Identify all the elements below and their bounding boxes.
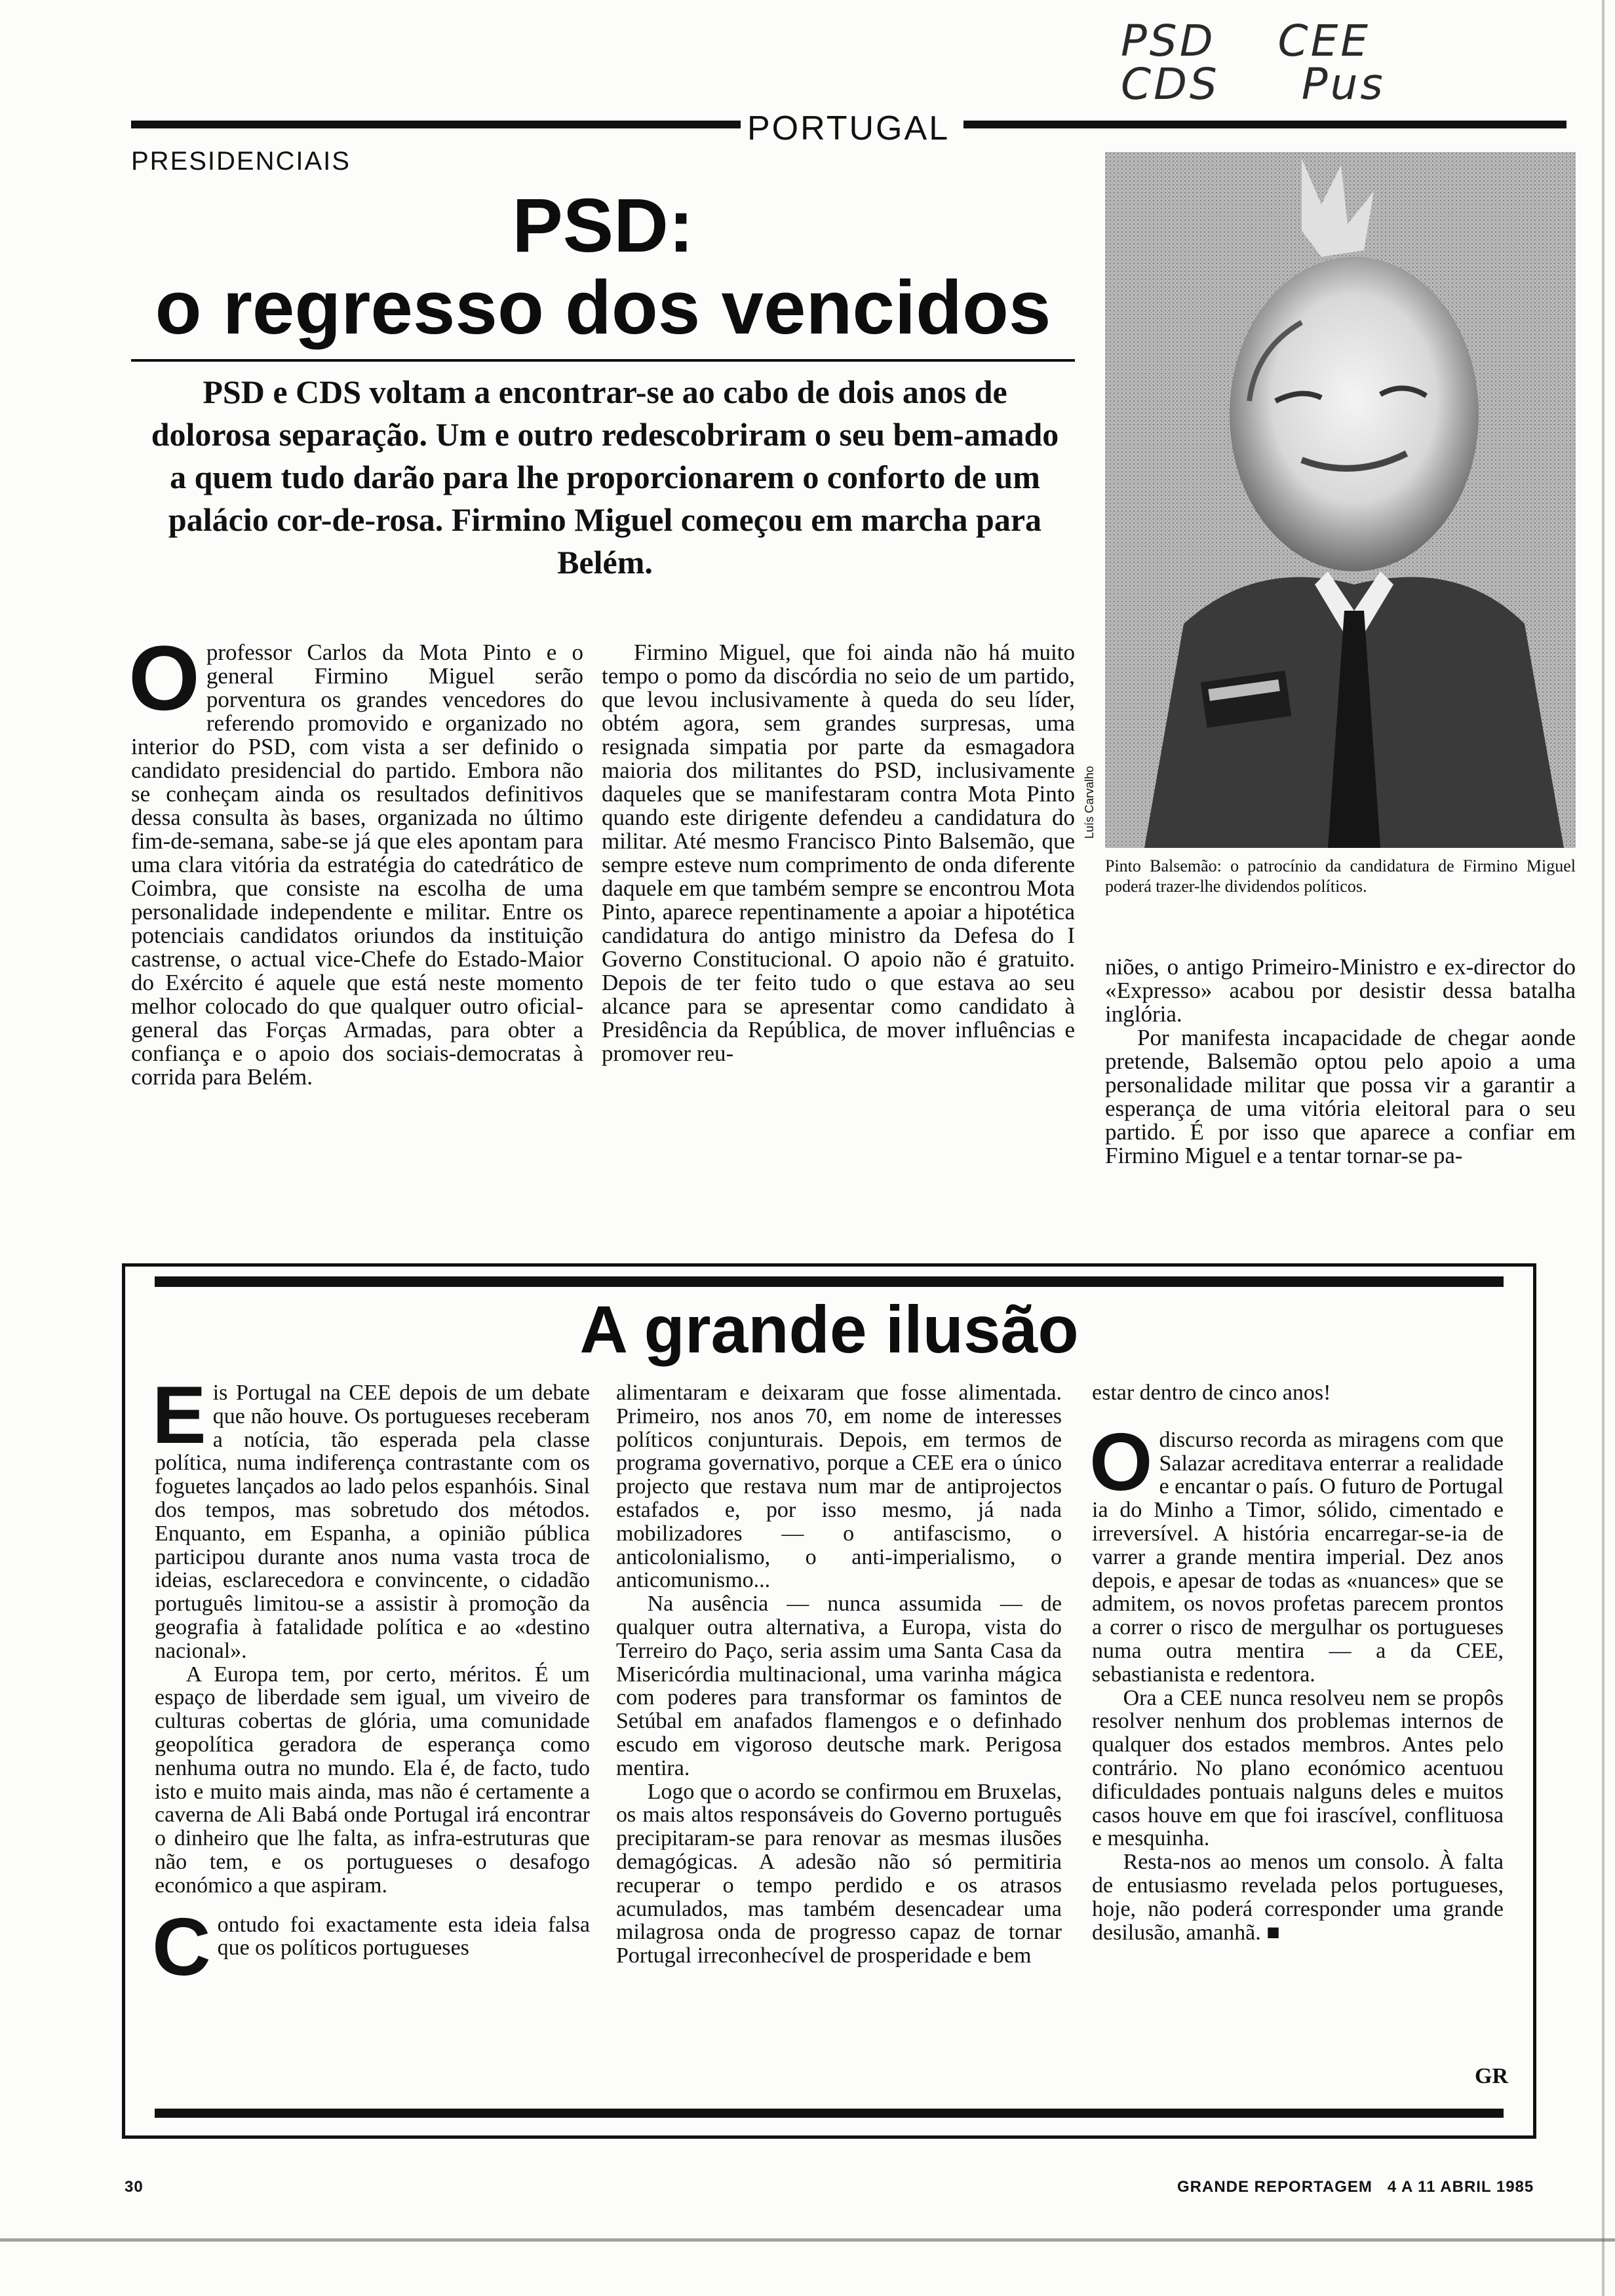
page-number: 30 <box>125 2178 144 2196</box>
article2-col1-p2: A Europa tem, por certo, méritos. É um espaço de liberdade sem igual, um viveiro de culturas cobertas de glória, uma comunidade geopolítica geradora de esperança como nenhuma outra no mundo. Ela é, de facto, tudo isto e muito mais ainda, mas não é certamente a caverna de Ali Babá onde Portugal irá encontrar o dinheiro que lhe falta, as infra-estruturas que não tem, e os portugueses o desafogo económico a que aspiram. <box>155 1662 590 1898</box>
handwritten-cee: CEE <box>1277 16 1371 66</box>
section-rule-right <box>963 121 1566 128</box>
article2-column-3 <box>1089 1381 1504 1945</box>
article2-headline: A grande ilusão <box>579 1292 1079 1367</box>
headline-rule <box>131 359 1075 362</box>
section-label: PORTUGAL <box>747 109 950 147</box>
article2-dropcap-o: O <box>1089 1417 1153 1508</box>
photo-credit: Luís Carvalho <box>1083 765 1096 839</box>
article1-column-1 <box>128 626 583 1090</box>
article2-col2-p2: Na ausência — nunca assumida — de qualquer outra alternativa, a Europa, vista do Terreiro do Paço, seria assim uma Santa Casa da Misericórdia multinacional, uma varinha mágica com poderes para transformar os famintos de Setúbal em anafados flamengos e o definhado escudo em vigoroso deutsche mark. Perigosa mentira. <box>616 1592 1062 1780</box>
article1-dropcap: O <box>128 626 200 729</box>
article2-bottom-rule <box>155 2109 1504 2118</box>
article2-col2-p1: alimentaram e deixaram que fosse alimentada. Primeiro, nos anos 70, em nome de interesses políticos conjunturais. Depois, em termos de programa governativo, porque a CEE era o único projecto que restava num mar de antiprojectos estafados e, por isso mesmo, já nada mobilizadores — o antifascismo, o anticolonialismo, o anti-imperialismo, o anticomunismo... <box>616 1381 1062 1593</box>
article1-col1-text: professor Carlos da Mota Pinto e o general Firmino Miguel serão porventura os grandes vencedores do referendo promovido e organizado no interior do PSD, com vista a ser definido o candidato presidencial do partido. Embora não se conheçam ainda os resultados definitivos dessa consulta às bases, organizada no último fim-de-semana, sabe-se já que eles apontam para uma clara vitória da estratégia do catedrático de Coimbra, que consiste na escolha de uma personalidade independente e militar. Entre os potenciais candidatos oriundos da instituição castrense, o actual vice-Chefe do Estado-Maior do Exército é aquele que está neste momento melhor colocado do que qualquer outro oficial-general das Forças Armadas, para obter a confiança e o apoio dos sociais-democratas à corrida para Belém. <box>131 640 583 1090</box>
article1-lead: PSD e CDS voltam a encontrar-se ao cabo de dois anos de dolorosa separação. Um e outro redescobriram o seu bem-amado a quem tudo darão para lhe proporcionarem o conforto de um palácio cor-de-rosa. Firmino Miguel começou em marcha para Belém. <box>151 373 1059 581</box>
photo-caption: Pinto Balsemão: o patrocínio da candidatura de Firmino Miguel poderá trazer-lhe dividendos políticos. <box>1105 856 1576 896</box>
article1-col3-p2: Por manifesta incapacidade de chegar aonde pretende, Balsemão optou pelo apoio a uma personalidade militar que possa vir a garantir a esperança de uma vitória eleitoral para o seu partido. É por isso que aparece a confiar em Firmino Miguel e a tentar tornar-se pa- <box>1105 1025 1576 1168</box>
section-rule-left <box>131 121 741 128</box>
article1-headline-line1: PSD: <box>512 183 694 268</box>
handwritten-cds: CDS <box>1121 59 1220 109</box>
article2-col3-p2: Ora a CEE nunca resolveu nem se propôs resolver nenhum dos problemas internos de qualquer dos estados membros. Antes pelo contrário. No plano económico acentuou dificuldades pontuais nalguns deles e muitos casos houve em que foi irascível, conflituosa e mesquinha. <box>1092 1685 1504 1851</box>
photo-pinto-balsemao <box>1105 152 1576 848</box>
article1-column-2 <box>602 641 1075 1065</box>
handwritten-note <box>1121 16 1386 109</box>
article1-col3-p1: niões, o antigo Primeiro-Ministro e ex-director do «Expresso» acabou por desistir dessa batalha inglória. <box>1105 954 1576 1027</box>
article2-col3-p1: discurso recorda as miragens com que Salazar acreditava enterrar a realidade e encantar o país. O futuro de Portugal ia do Minho a Timor, sólido, cimentado e irreversível. A história encarregar-se-ia de varrer a grande mentira imperial. Dez anos depois, e apesar de todas as «nuances» que se admitem, os novos profetas parecem prontos a correr o risco de mergulhar os portugueses numa outra mentira — a da CEE, sebastianista e redentora. <box>1092 1427 1504 1687</box>
article1-headline-line2: o regresso dos vencidos <box>155 265 1051 351</box>
handwritten-psd: PSD <box>1121 16 1216 66</box>
article2-top-rule <box>155 1276 1504 1287</box>
article2-column-2 <box>616 1381 1062 1968</box>
article2-col3-p0: estar dentro de cinco anos! <box>1092 1381 1331 1405</box>
publication-footer: GRANDE REPORTAGEM 4 A 11 ABRIL 1985 <box>1177 2178 1534 2196</box>
portrait-illustration <box>1105 152 1576 848</box>
article2-column-1 <box>152 1370 590 1993</box>
article2-dropcap-e: E <box>152 1370 206 1461</box>
article2-col2-p3: Logo que o acordo se confirmou em Bruxelas, os mais altos responsáveis do Governo português precipitaram-se para renovar as mesmas ilusões demagógicas. A adesão não só permitiria recuperar o tempo perdido e os atrasos acumulados, mas também desencadear uma milagrosa onda de progresso capaz de tornar Portugal irreconhecível de prosperidade e bem <box>616 1779 1062 1968</box>
article2-dropcap-c: C <box>152 1902 211 1993</box>
article2-col1-p1: is Portugal na CEE depois de um debate que não houve. Os portugueses receberam a notícia, tão esperada pela classe política, numa indiferença contrastante com os foguetes lançados ao lado pelos espanhóis. Sinal dos tempos, mas sobretudo dos métodos. Enquanto, em Espanha, a opinião pública participou durante anos numa vasta troca de ideias, esclarecedora e convincente, o cidadão português limitou-se a assistir à promoção da geografia à fatalidade política e ao «destino nacional». <box>155 1381 590 1663</box>
scan-edge-bottom <box>0 2238 1615 2242</box>
rubric-label: PRESIDENCIAIS <box>131 147 351 176</box>
article1-headline <box>131 185 1075 349</box>
article2-col3-p3: Resta-nos ao menos um consolo. À falta de entusiasmo revelada pelos portugueses, hoje, não poderá corresponder uma grande desilusão, amanhã. ■ <box>1092 1850 1504 1945</box>
scan-edge-right <box>1602 0 1605 2296</box>
article1-column-3 <box>1105 955 1576 1168</box>
article1-col2-text: Firmino Miguel, que foi ainda não há muito tempo o pomo da discórdia no seio de um partido, que levou inclusivamente à queda do seu líder, obtém agora, sem grandes surpresas, uma resignada simpatia por parte da esmagadora maioria dos militantes do PSD, inclusivamente daqueles que se manifestaram contra Mota Pinto quando este dirigente defendeu a candidatura do militar. Até mesmo Francisco Pinto Balsemão, que sempre esteve num comprimento de onda diferente daquele em que também sempre se encontrou Mota Pinto, aparece repentinamente a apoiar a hipotética candidatura do antigo ministro da Defesa do I Governo Constitucional. O apoio não é gratuito. Depois de ter feito tudo o que estava ao seu alcance para se apresentar como candidato à Presidência da República, de mover influências e promover reu- <box>602 640 1075 1066</box>
article2-signature: GR <box>1475 2064 1508 2088</box>
handwritten-pus: Pus <box>1301 59 1386 109</box>
article2-col1-p3: ontudo foi exactamente esta ideia falsa que os políticos portugueses <box>217 1912 590 1961</box>
